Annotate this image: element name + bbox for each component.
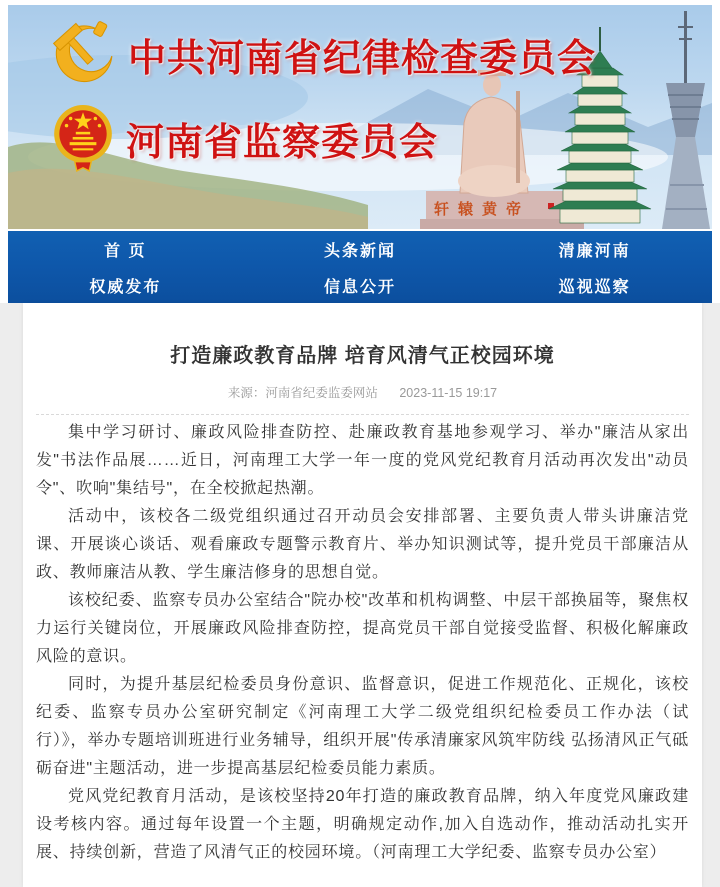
- site-banner: [8, 5, 712, 229]
- article-paragraph: 该校纪委、监察专员办公室结合"院办校"改革和机构调整、中层干部换届等，聚焦权力运行关键岗位，开展廉政风险排查防控，提高党员干部自觉接受监督、积极化解廉政风险的意识。: [36, 592, 689, 665]
- org-row-2: [52, 103, 438, 173]
- statue-caption: 轩辕黄帝: [434, 201, 531, 218]
- nav-item-headlines[interactable]: 头条新闻: [323, 242, 396, 260]
- nav-item-qinglian-henan[interactable]: 清廉河南: [558, 242, 631, 260]
- meta-divider: [36, 414, 689, 415]
- nav-item-home[interactable]: 首 页: [104, 242, 147, 260]
- page: [0, 0, 720, 303]
- article-meta: [36, 383, 689, 401]
- article-paragraph: 活动中，该校各二级党组织通过召开动员会安排部署、主要负责人带头讲廉洁党课、开展谈心谈话、观看廉政专题警示教育片、举办知识测试等，提升党员干部廉洁从政、教师廉洁从教、学生廉洁修身的思想自觉。: [36, 508, 689, 581]
- nav-item-authoritative-release[interactable]: 权威发布: [89, 278, 162, 296]
- content-background: [0, 303, 720, 887]
- main-navigation: [8, 231, 712, 303]
- site-title-line1: 中共河南省纪律检查委员会: [128, 37, 597, 80]
- site-title-line2: 河南省监察委员会: [126, 121, 439, 164]
- article-source: 来源：河南省纪委监委网站: [227, 386, 378, 400]
- nav-item-information-disclosure[interactable]: 信息公开: [323, 278, 396, 296]
- article-container: [23, 303, 702, 887]
- party-emblem-icon: [50, 21, 116, 87]
- org-row-1: [50, 21, 596, 87]
- article-title: 打造廉政教育品牌 培育风清气正校园环境: [170, 345, 555, 367]
- article-paragraph: 同时，为提升基层纪检委员身份意识、监督意识，促进工作规范化、正规化，该校纪委、监察专员办公室研究制定《河南理工大学二级党组织纪检委员工作办法（试行）》，举办专题培训班进行业务辅导，组织开展"传承清廉家风筑牢防线 弘扬清风正气砥砺奋进"主题活动，进一步提高基层纪检委员能力素质。: [36, 676, 689, 777]
- article-date: 2023-11-15 19:17: [399, 386, 498, 400]
- article-paragraph: 集中学习研讨、廉政风险排查防控、赴廉政教育基地参观学习、举办"廉洁从家出发"书法作品展……近日，河南理工大学一年一度的党风党纪教育月活动再次发出"动员令"、吹响"集结号"，在全校掀起热潮。: [36, 424, 689, 497]
- article-body: [36, 419, 689, 867]
- nav-item-inspection-tours[interactable]: 巡视巡察: [558, 278, 631, 296]
- article-paragraph: 党风党纪教育月活动，是该校坚持20年打造的廉政教育品牌，纳入年度党风廉政建设考核内容。通过每年设置一个主题，明确规定动作,加入自选动作，推动活动扎实开展、持续创新，营造了风清气正的校园环境。（河南理工大学纪委、监察专员办公室）: [36, 788, 689, 861]
- national-emblem-icon: [52, 103, 114, 173]
